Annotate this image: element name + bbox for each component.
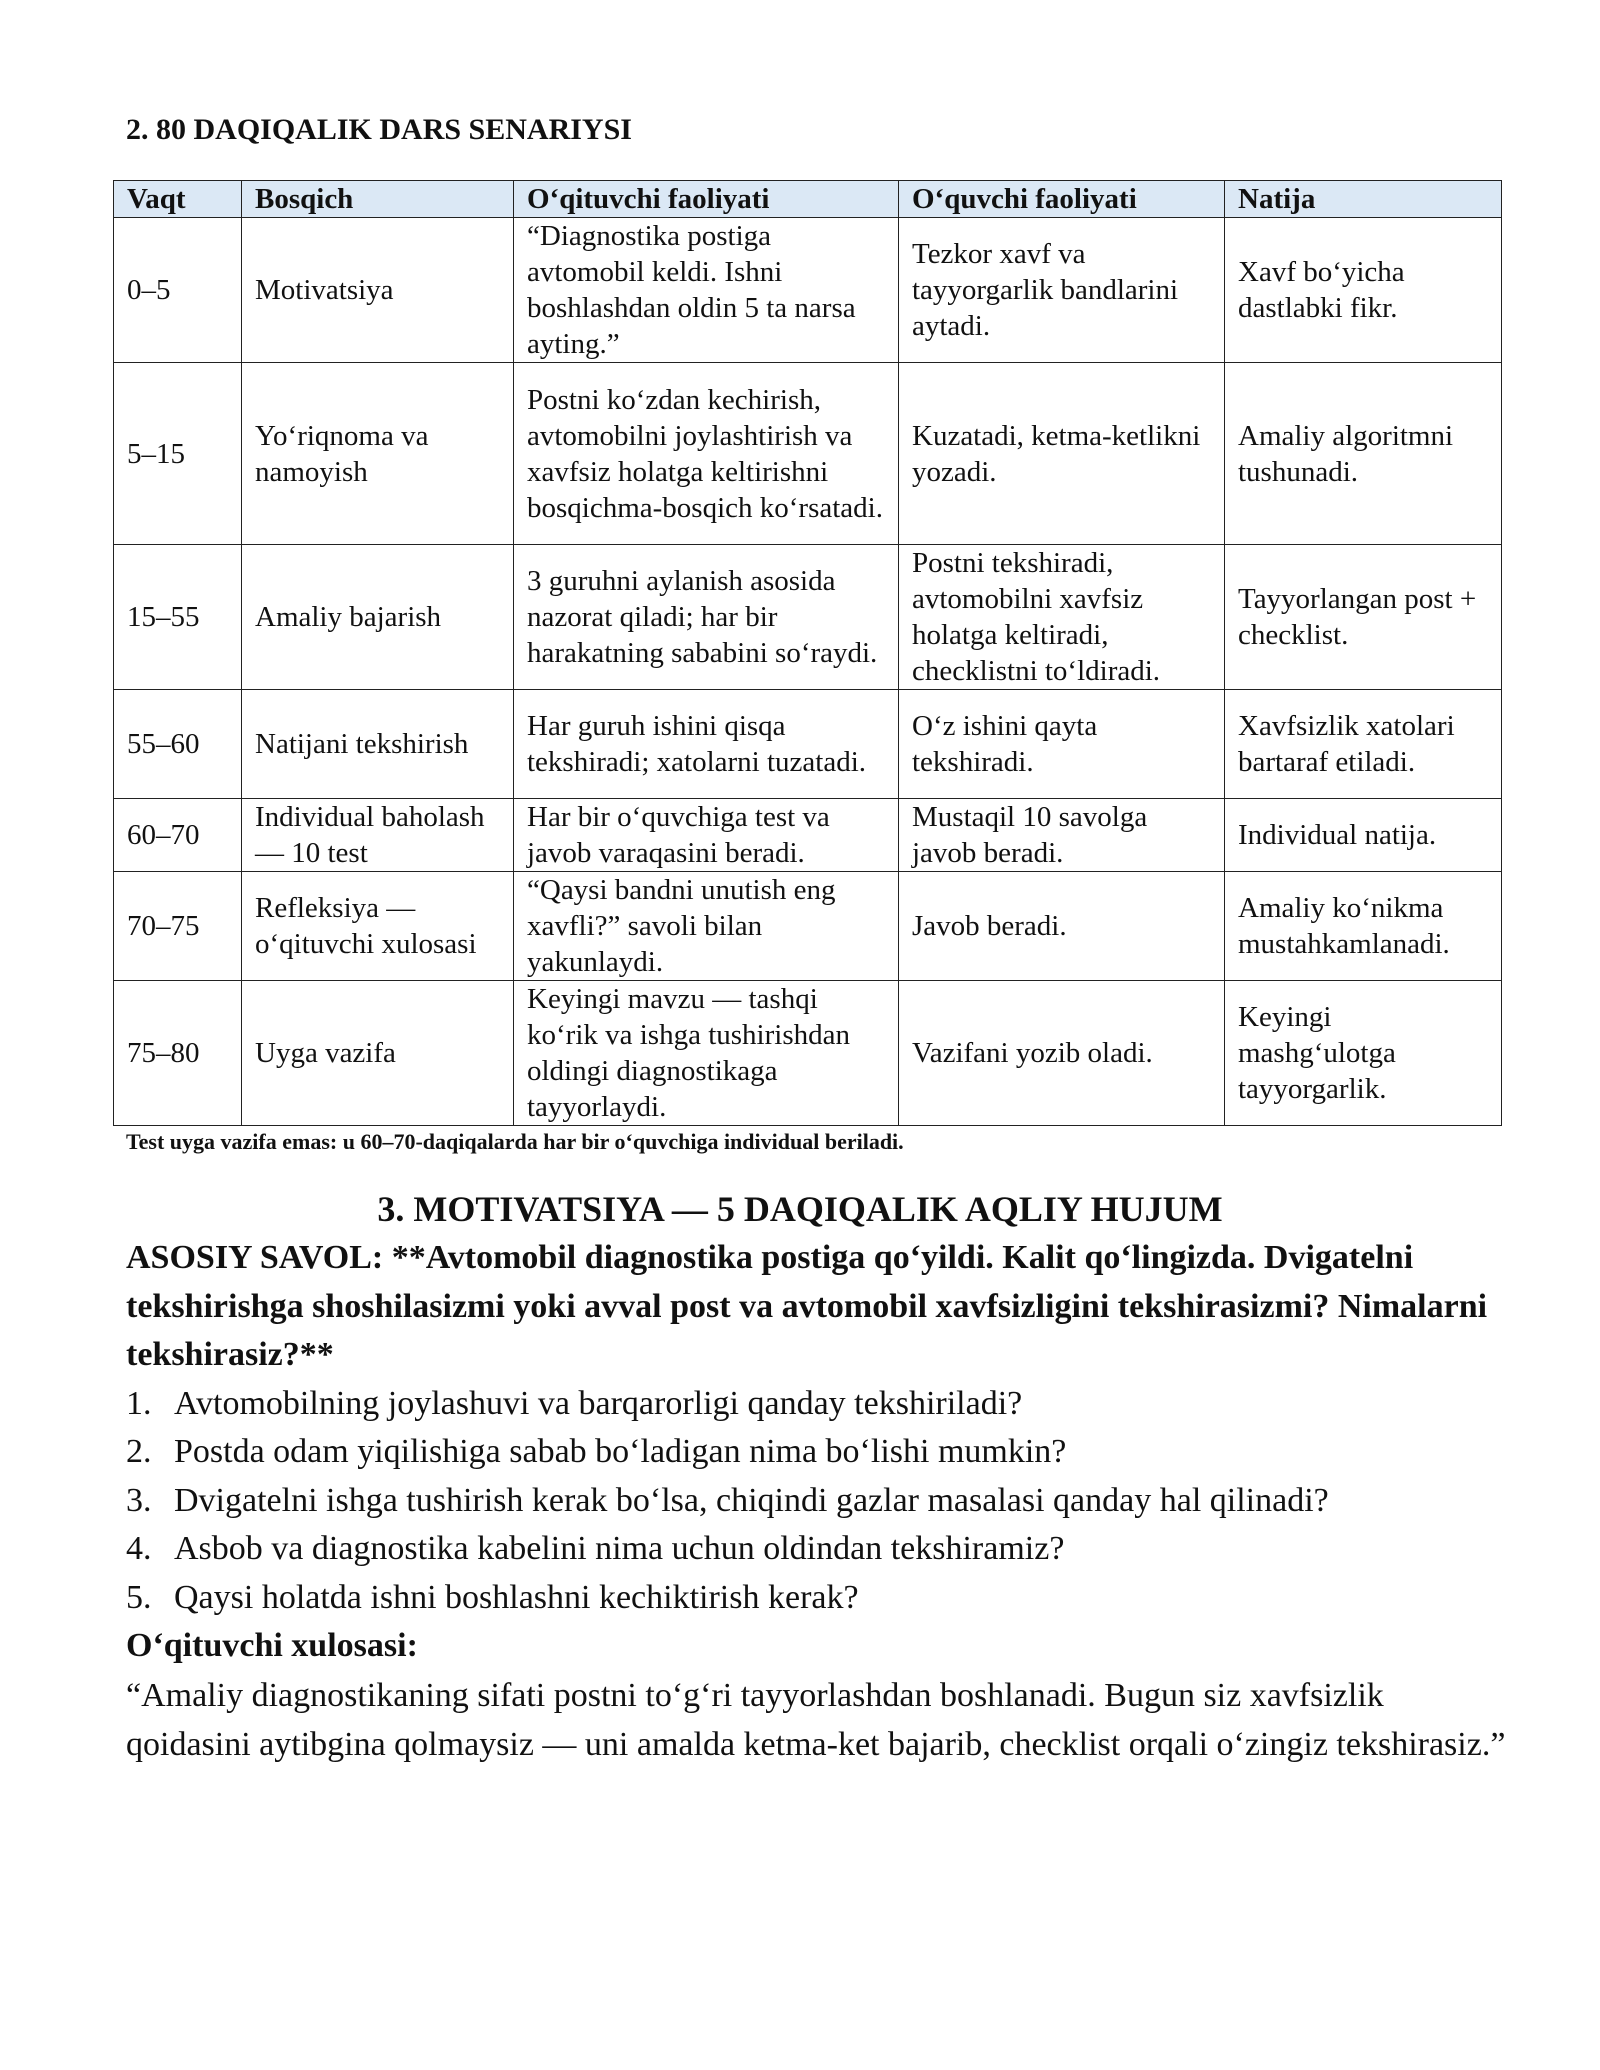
cell-natija: Xavf bo‘yicha dastlabki fikr. (1225, 218, 1502, 363)
table-row (114, 218, 1502, 363)
list-number: 1. (126, 1384, 152, 1422)
cell-vaqt: 75–80 (114, 981, 242, 1126)
cell-vaqt: 60–70 (114, 799, 242, 872)
list-number: 5. (126, 1578, 152, 1616)
table-row (114, 981, 1502, 1126)
cell-vaqt: 55–60 (114, 690, 242, 799)
cell-bosqich: Individual baholash — 10 test (242, 799, 514, 872)
section-title: 2. 80 DAQIQALIK DARS SENARIYSI (126, 113, 632, 146)
cell-natija: Amaliy algoritmni tushunadi. (1225, 363, 1502, 545)
list-item (126, 1525, 1526, 1574)
list-number: 3. (126, 1481, 152, 1519)
cell-bosqich: Amaliy bajarish (242, 545, 514, 690)
column-header-natija: Natija (1225, 181, 1502, 218)
cell-oqituvchi: Keyingi mavzu — tashqi ko‘rik va ishga tushirishdan oldingi diagnostikaga tayyorlaydi. (514, 981, 899, 1126)
cell-oqituvchi: 3 guruhni aylanish asosida nazorat qiladi; har bir harakatning sababini so‘raydi. (514, 545, 899, 690)
cell-oquvchi: Tezkor xavf va tayyorgarlik bandlarini aytadi. (899, 218, 1225, 363)
cell-vaqt: 0–5 (114, 218, 242, 363)
cell-oqituvchi: Har bir o‘quvchiga test va javob varaqasini beradi. (514, 799, 899, 872)
table-row (114, 690, 1502, 799)
motivation-body (126, 1234, 1526, 1769)
cell-bosqich: Refleksiya — o‘qituvchi xulosasi (242, 872, 514, 981)
list-text: Dvigatelni ishga tushirish kerak bo‘lsa, chiqindi gazlar masalasi qanday hal qilinadi? (174, 1481, 1329, 1519)
list-text: Avtomobilning joylashuvi va barqarorligi qanday tekshiriladi? (174, 1384, 1023, 1422)
table-row (114, 799, 1502, 872)
cell-oquvchi: Vazifani yozib oladi. (899, 981, 1225, 1126)
cell-vaqt: 5–15 (114, 363, 242, 545)
cell-oqituvchi: Postni ko‘zdan kechirish, avtomobilni joylashtirish va xavfsiz holatga keltirishni bosqichma-bosqich ko‘rsatadi. (514, 363, 899, 545)
cell-oqituvchi: Har guruh ishini qisqa tekshiradi; xatolarni tuzatadi. (514, 690, 899, 799)
conclusion-text: “Amaliy diagnostikaning sifati postni to‘g‘ri tayyorlashdan boshlanadi. Bugun siz xavfsizlik qoidasini aytibgina qolmaysiz — uni amalda ketma-ket bajarib, checklist orqali o‘zingiz tekshirasiz.” (126, 1676, 1506, 1763)
main-question: ASOSIY SAVOL: **Avtomobil diagnostika postiga qo‘yildi. Kalit qo‘lingizda. Dvigatelni tekshirishga shoshilasizmi yoki avval post va avtomobil xavfsizligini tekshirasizmi? Nimalarni tekshirasiz?** (126, 1239, 1488, 1373)
table-note: Test uyga vazifa emas: u 60–70-daqiqalarda har bir o‘quvchiga individual beriladi. (126, 1129, 904, 1154)
cell-oqituvchi: “Qaysi bandni unutish eng xavfli?” savoli bilan yakunlaydi. (514, 872, 899, 981)
cell-bosqich: Motivatsiya (242, 218, 514, 363)
list-text: Qaysi holatda ishni boshlashni kechiktirish kerak? (174, 1578, 859, 1616)
table-row (114, 545, 1502, 690)
column-header-bosqich: Bosqich (242, 181, 514, 218)
cell-oquvchi: Postni tekshiradi, avtomobilni xavfsiz holatga keltiradi, checklistni to‘ldiradi. (899, 545, 1225, 690)
list-text: Postda odam yiqilishiga sabab bo‘ladigan nima bo‘lishi mumkin? (174, 1433, 1067, 1470)
motivation-title: 3. MOTIVATSIYA — 5 DAQIQALIK AQLIY HUJUM (377, 1189, 1223, 1229)
cell-natija: Tayyorlangan post + checklist. (1225, 545, 1502, 690)
cell-bosqich: Uyga vazifa (242, 981, 514, 1126)
list-text: Asbob va diagnostika kabelini nima uchun oldindan tekshiramiz? (174, 1530, 1065, 1567)
cell-natija: Keyingi mashg‘ulotga tayyorgarlik. (1225, 981, 1502, 1126)
list-item (126, 1428, 1526, 1477)
column-header-oquvchi-faoliyati: O‘quvchi faoliyati (899, 181, 1225, 218)
cell-bosqich: Natijani tekshirish (242, 690, 514, 799)
list-item (126, 1380, 1526, 1429)
cell-bosqich: Yo‘riqnoma va namoyish (242, 363, 514, 545)
cell-vaqt: 15–55 (114, 545, 242, 690)
column-header-oqituvchi-faoliyati: O‘qituvchi faoliyati (514, 181, 899, 218)
conclusion-label: O‘qituvchi xulosasi: (126, 1627, 418, 1664)
cell-natija: Amaliy ko‘nikma mustahkamlanadi. (1225, 872, 1502, 981)
cell-oquvchi: Kuzatadi, ketma-ketlikni yozadi. (899, 363, 1225, 545)
question-list (126, 1380, 1526, 1623)
list-item (126, 1574, 1526, 1623)
cell-oquvchi: Mustaqil 10 savolga javob beradi. (899, 799, 1225, 872)
column-header-vaqt: Vaqt (114, 181, 242, 218)
list-number: 4. (126, 1530, 152, 1567)
cell-natija: Xavfsizlik xatolari bartaraf etiladi. (1225, 690, 1502, 799)
table-row (114, 363, 1502, 545)
table-row (114, 872, 1502, 981)
cell-natija: Individual natija. (1225, 799, 1502, 872)
list-item (126, 1477, 1526, 1526)
cell-oquvchi: Javob beradi. (899, 872, 1225, 981)
cell-oquvchi: O‘z ishini qayta tekshiradi. (899, 690, 1225, 799)
lesson-scenario-table (113, 180, 1502, 1126)
cell-vaqt: 70–75 (114, 872, 242, 981)
cell-oqituvchi: “Diagnostika postiga avtomobil keldi. Ishni boshlashdan oldin 5 ta narsa ayting.” (514, 218, 899, 363)
list-number: 2. (126, 1433, 152, 1470)
table-header-row (114, 181, 1502, 218)
